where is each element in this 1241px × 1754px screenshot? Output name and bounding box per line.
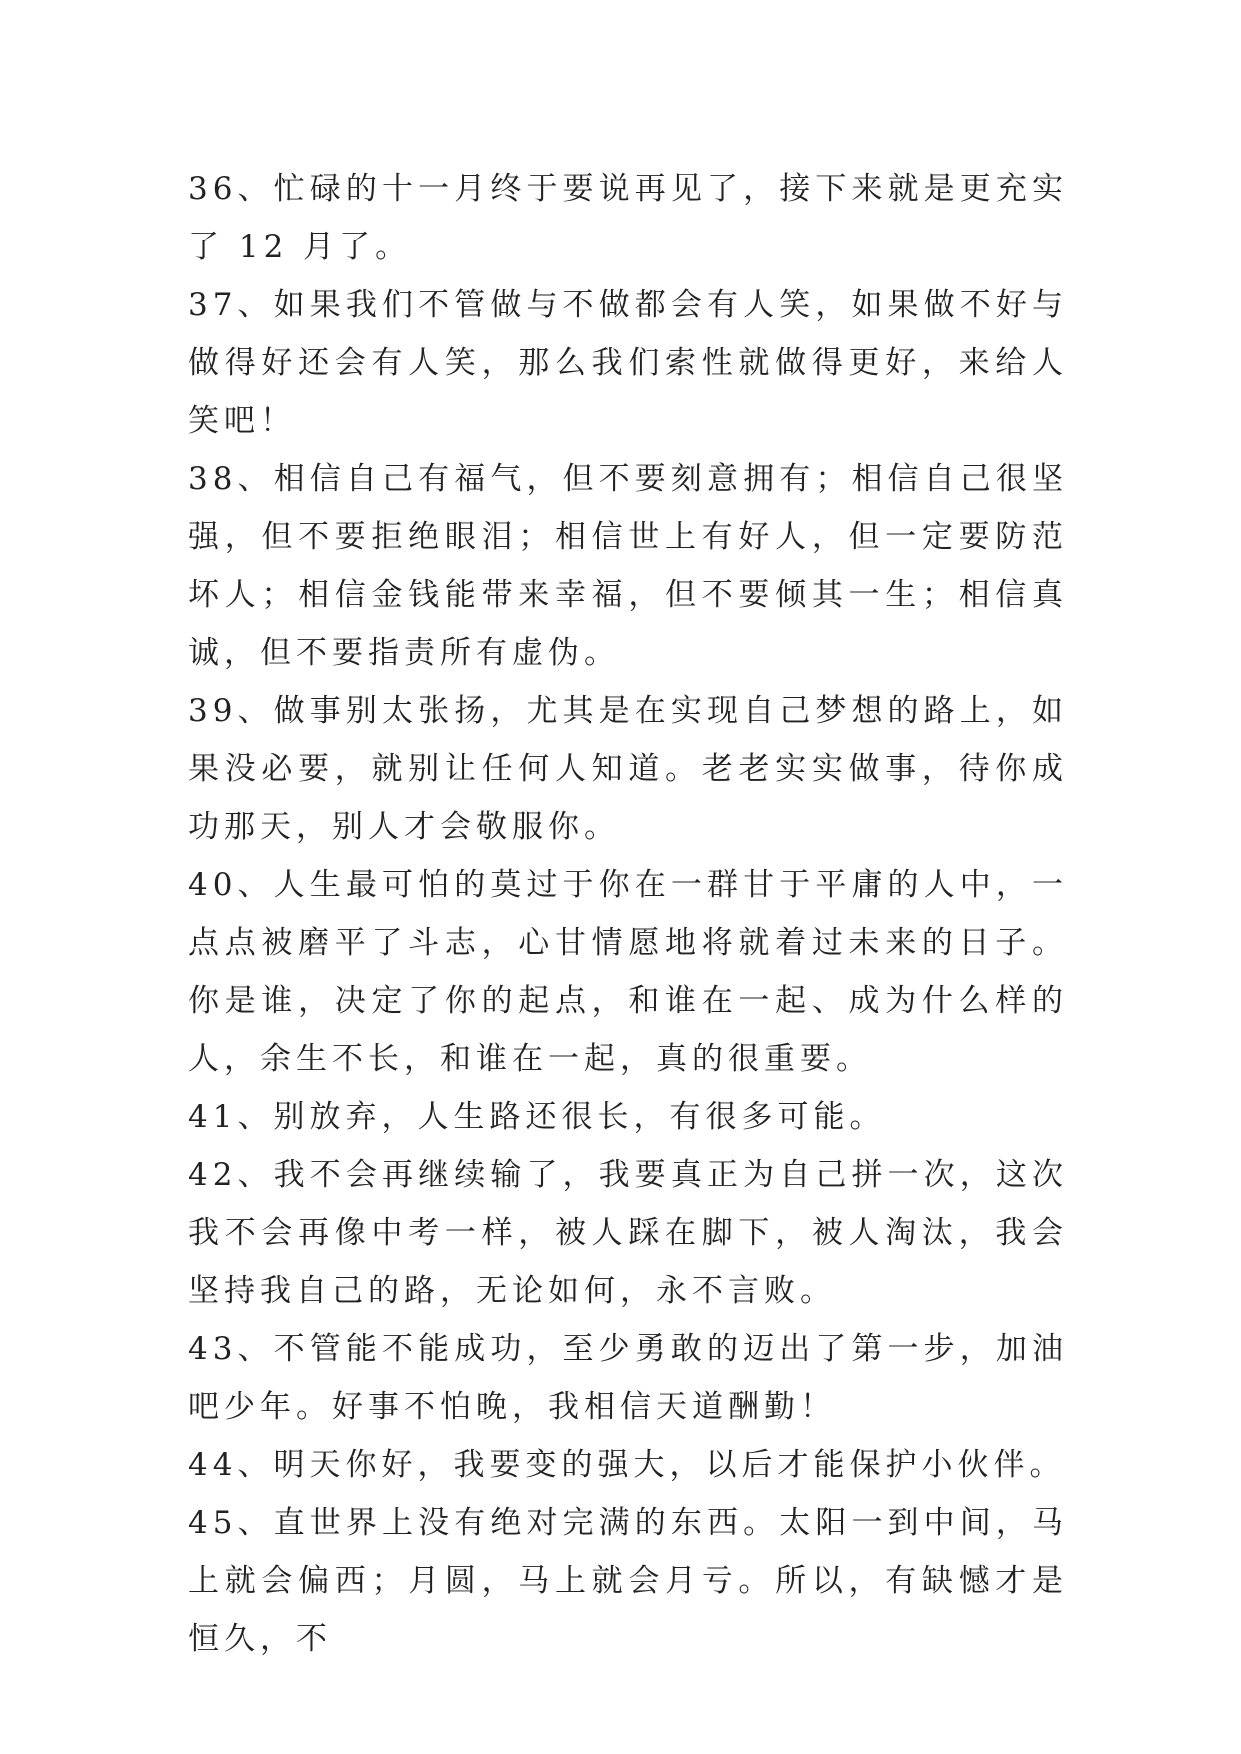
paragraph-40: 40、人生最可怕的莫过于你在一群甘于平庸的人中，一点点被磨平了斗志，心甘情愿地将就着过未来的日子。你是谁，决定了你的起点，和谁在一起、成为什么样的人，余生不长，和谁在一起，真的很重要。: [188, 867, 1068, 1077]
paragraph-37: 37、如果我们不管做与不做都会有人笑，如果做不好与做得好还会有人笑，那么我们索性就做得更好，来给人笑吧！: [188, 287, 1068, 439]
paragraph-38: 38、相信自己有福气，但不要刻意拥有；相信自己很坚强，但不要拒绝眼泪；相信世上有好人，但一定要防范坏人；相信金钱能带来幸福，但不要倾其一生；相信真诚，但不要指责所有虚伪。: [188, 461, 1068, 671]
paragraph-42: 42、我不会再继续输了，我要真正为自己拼一次，这次我不会再像中考一样，被人踩在脚下，被人淘汰，我会坚持我自己的路，无论如何，永不言败。: [188, 1157, 1068, 1309]
paragraph-44: 44、明天你好，我要变的强大，以后才能保护小伙伴。: [188, 1447, 1066, 1483]
paragraph-43: 43、不管能不能成功，至少勇敢的迈出了第一步，加油吧少年。好事不怕晚，我相信天道酬勤！: [188, 1331, 1068, 1425]
paragraph-45: 45、直世界上没有绝对完满的东西。太阳一到中间，马上就会偏西；月圆，马上就会月亏。所以，有缺憾才是恒久，不: [188, 1505, 1068, 1657]
paragraph-41: 41、别放弃，人生路还很长，有很多可能。: [188, 1099, 886, 1135]
document-body: [188, 160, 1068, 1668]
paragraph-36: 36、忙碌的十一月终于要说再见了，接下来就是更充实了 12 月了。: [188, 171, 1068, 265]
paragraph-39: 39、做事别太张扬，尤其是在实现自己梦想的路上，如果没必要，就别让任何人知道。老老实实做事，待你成功那天，别人才会敬服你。: [188, 693, 1068, 845]
